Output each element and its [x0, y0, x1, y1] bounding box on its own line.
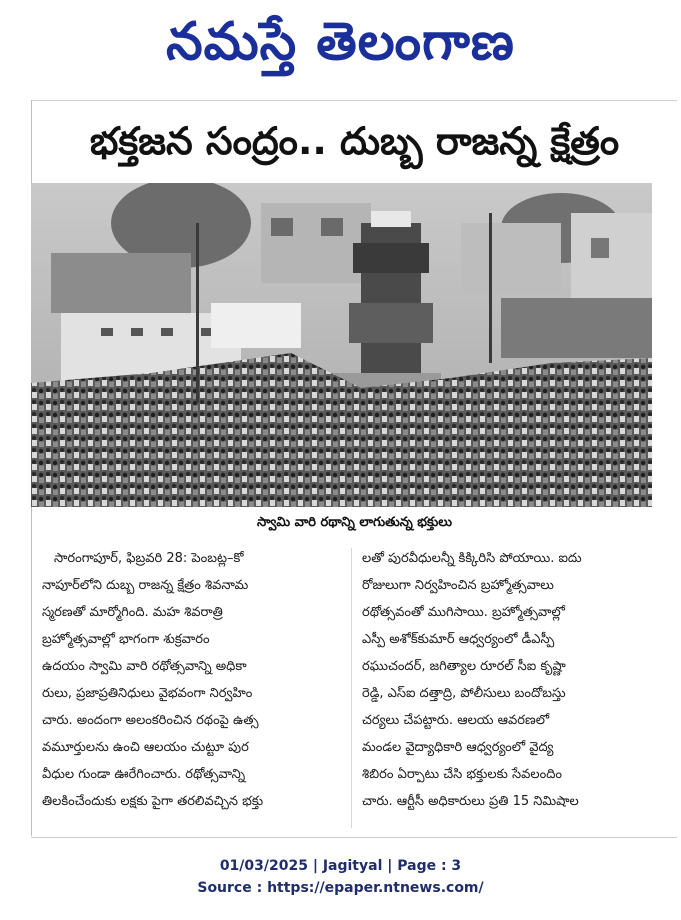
body-line: ఉదయం స్వామి వారి రథోత్సవాన్ని అధికా — [42, 659, 247, 674]
body-line: శిబిరం ఏర్పాటు చేసి భక్తులకు సేవలందిం — [362, 767, 562, 782]
body-line: రోజులుగా నిర్వహించిన బ్రహ్మోత్సవాలు — [362, 578, 554, 593]
body-line: సారంగాపూర్, ఫిబ్రవరి 28: పెంబట్ల–కో — [54, 551, 244, 566]
article-body-left-column — [42, 545, 342, 835]
body-line: రఘుచందర్, జగిత్యాల రూరల్ సీఐ కృష్ణా — [362, 659, 566, 674]
article-body-right-column — [362, 545, 662, 835]
body-line: వీధుల గుండా ఊరేగించారు. రథోత్సవాన్ని — [42, 767, 246, 782]
body-line: తిలకించేందుకు లక్షకు పైగా తరలివచ్చిన భక్తు — [42, 794, 264, 809]
body-line: చారు. ఆర్టీసీ అధికారులు ప్రతి 15 నిమిషాల — [362, 794, 579, 809]
body-line: స్మరణతో మార్మోగింది. మహ శివరాత్రి — [42, 605, 223, 620]
body-line: మండల వైద్యాధికారి ఆధ్వర్యంలో వైద్య — [362, 740, 554, 755]
body-line: వమూర్తులను ఉంచి ఆలయం చుట్టూ పుర — [42, 740, 249, 755]
body-line: ఎస్పీ అశోక్‌కుమార్ ఆధ్వర్యంలో డీఎస్పీ — [362, 632, 555, 647]
body-line: చారు. అందంగా అలంకరించిన రథంపై ఉత్స — [42, 713, 259, 728]
body-line: నాపూర్‌లోని దుబ్బ రాజన్న క్షేత్రం శివనామ — [42, 578, 249, 593]
body-line: రెడ్డి, ఎస్‌ఐ దత్తాద్రి, పోలీసులు బందోబస్తు — [362, 686, 566, 701]
chariot-festival-photo — [31, 183, 652, 507]
body-line: రులు, ప్రజాప్రతినిధులు వైభవంగా నిర్వహిం — [42, 686, 253, 701]
column-divider — [351, 548, 352, 828]
body-line: చర్యలు చేపట్టారు. ఆలయ ఆవరణలో — [362, 713, 550, 728]
article-headline: భక్తజన సంద్రం.. దుబ్బ రాజన్న క్షేత్రం — [89, 119, 620, 163]
photo-caption: స్వామి వారి రథాన్ని లాగుతున్న భక్తులు — [257, 515, 452, 530]
article-photo — [31, 183, 652, 507]
body-line: రథోత్సవంతో ముగిసాయి. బ్రహ్మోత్సవాల్లో — [362, 605, 565, 620]
body-line: లతో పురవీధులన్నీ కిక్కిరిసి పోయాయి. ఐదు — [362, 551, 582, 566]
source-link[interactable]: Source : https://epaper.ntnews.com/ — [197, 880, 484, 896]
edition-info: 01/03/2025 | Jagityal | Page : 3 — [219, 858, 462, 874]
body-line: బ్రహ్మోత్సవాల్లో భాగంగా శుక్రవారం — [42, 632, 210, 647]
masthead-title: నమస్తే తెలంగాణ — [166, 12, 515, 72]
